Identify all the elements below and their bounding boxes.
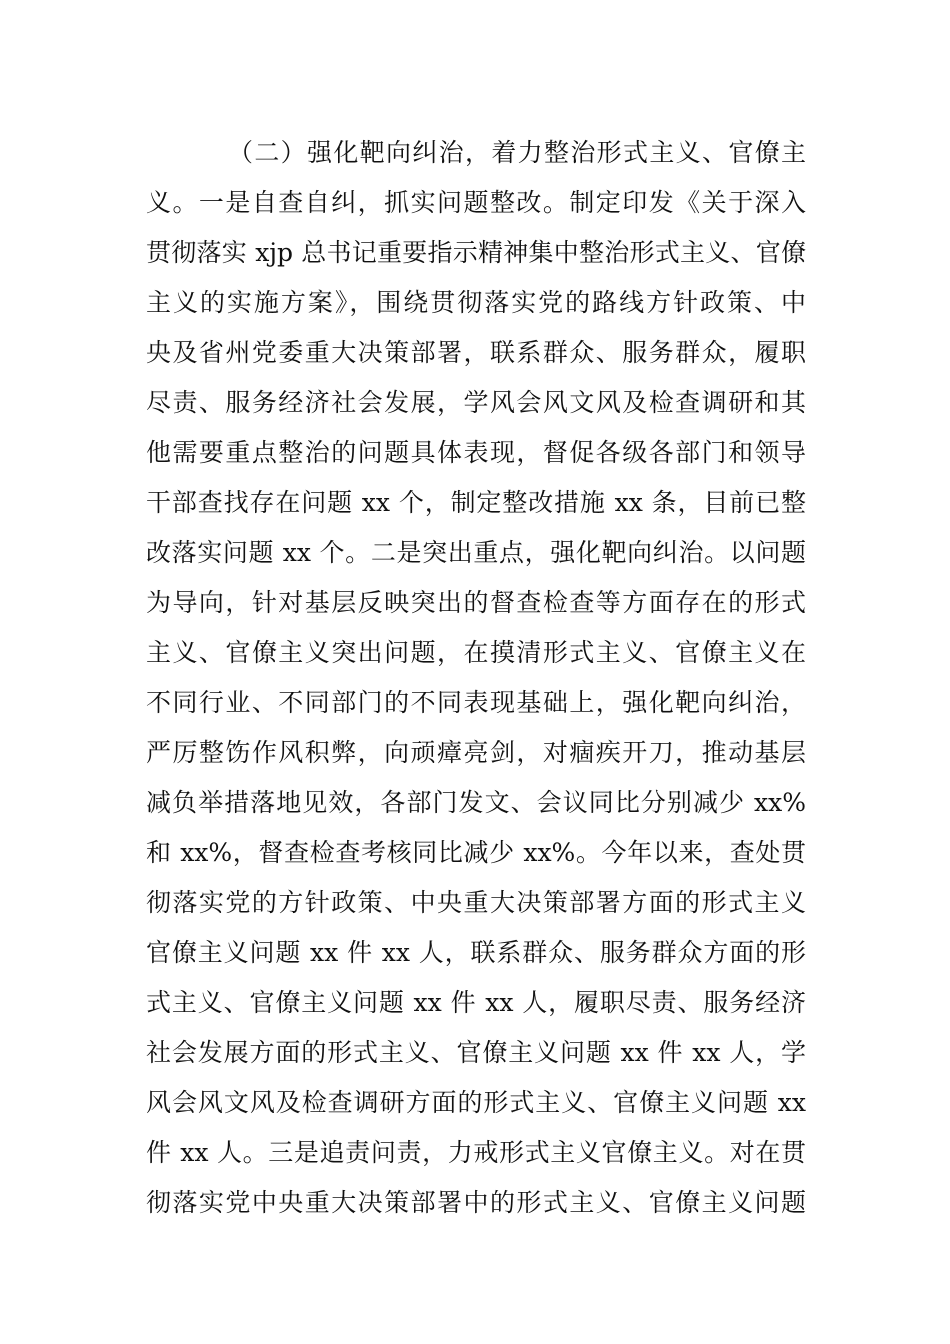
paragraph-line-5: 央及省州党委重大决策部署，联系群众、服务群众，履职 <box>146 338 806 367</box>
paragraph-line-20: 风会风文风及检查调研方面的形式主义、官僚主义问题 xx <box>146 1088 806 1117</box>
paragraph-line-4: 主义的实施方案》，围绕贯彻落实党的路线方针政策、中 <box>146 288 806 317</box>
paragraph-line-1: （二）强化靶向纠治，着力整治形式主义、官僚主 <box>228 138 806 167</box>
paragraph-line-19: 社会发展方面的形式主义、官僚主义问题 xx 件 xx 人，学 <box>146 1038 806 1067</box>
paragraph-line-18: 式主义、官僚主义问题 xx 件 xx 人，履职尽责、服务经济 <box>146 988 806 1017</box>
paragraph-line-15: 和 xx%，督查检查考核同比减少 xx%。今年以来，查处贯 <box>146 838 806 867</box>
paragraph-line-21: 件 xx 人。三是追责问责，力戒形式主义官僚主义。对在贯 <box>146 1138 806 1167</box>
paragraph-line-6: 尽责、服务经济社会发展，学风会风文风及检查调研和其 <box>146 388 806 417</box>
paragraph-line-9: 改落实问题 xx 个。二是突出重点，强化靶向纠治。以问题 <box>146 538 806 567</box>
paragraph-line-2: 义。一是自查自纠，抓实问题整改。制定印发《关于深入 <box>146 188 806 217</box>
paragraph-line-11: 主义、官僚主义突出问题，在摸清形式主义、官僚主义在 <box>146 638 806 667</box>
paragraph-line-17: 官僚主义问题 xx 件 xx 人，联系群众、服务群众方面的形 <box>146 938 806 967</box>
paragraph-line-8: 干部查找存在问题 xx 个，制定整改措施 xx 条，目前已整 <box>146 488 806 517</box>
paragraph-line-7: 他需要重点整治的问题具体表现，督促各级各部门和领导 <box>146 438 806 467</box>
paragraph-line-16: 彻落实党的方针政策、中央重大决策部署方面的形式主义 <box>146 888 806 917</box>
paragraph-line-22: 彻落实党中央重大决策部署中的形式主义、官僚主义问题 <box>146 1188 806 1217</box>
paragraph-line-14: 减负举措落地见效，各部门发文、会议同比分别减少 xx% <box>146 788 806 817</box>
paragraph-line-10: 为导向，针对基层反映突出的督查检查等方面存在的形式 <box>146 588 806 617</box>
paragraph-line-13: 严厉整饬作风积弊，向顽瘴亮剑，对痼疾开刀，推动基层 <box>146 738 806 767</box>
paragraph-line-3: 贯彻落实 xjp 总书记重要指示精神集中整治形式主义、官僚 <box>146 238 806 267</box>
paragraph-line-12: 不同行业、不同部门的不同表现基础上，强化靶向纠治， <box>146 688 806 717</box>
